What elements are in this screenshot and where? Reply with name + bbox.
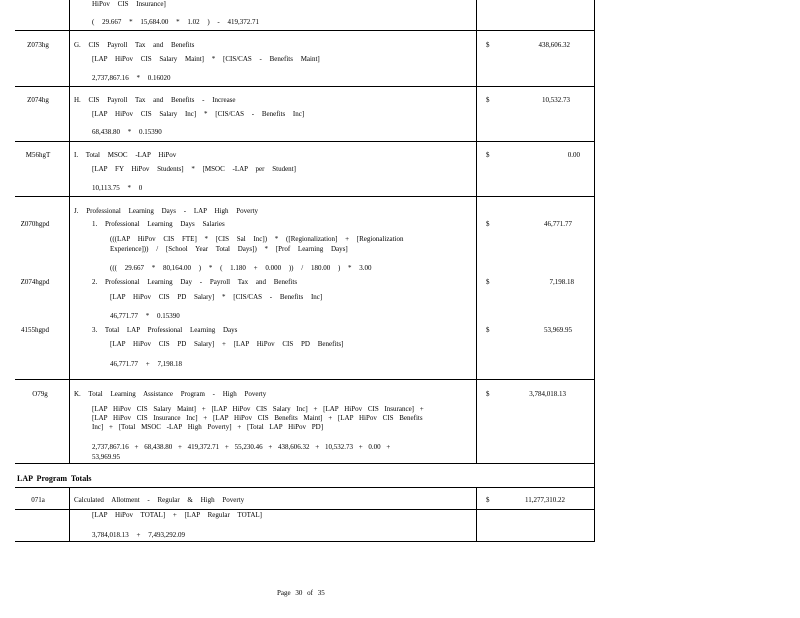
- table-right-border: [594, 0, 595, 541]
- row-title: I. Total MSOC -LAP HiPov: [74, 151, 177, 159]
- subrow-formula: (((LAP HiPov CIS FTE] * [CIS Sal Inc]) * ([Regionalization] + [Regionalization: [110, 235, 404, 243]
- row-title: H. CIS Payroll Tax and Benefits - Increase: [74, 96, 236, 104]
- row-code: 4155hgpd: [21, 326, 49, 334]
- row-title: J. Professional Learning Days - LAP High Poverty: [74, 207, 259, 215]
- subrow-formula: Experience])) / [School Year Total Days]) * [Prof Learning Days]: [110, 245, 348, 253]
- dollar-sign: $: [486, 390, 490, 398]
- page-number: Page 30 of 35: [277, 589, 325, 597]
- rule: [15, 487, 595, 488]
- rule: [15, 379, 595, 380]
- row-values: 53,969.95: [92, 453, 120, 461]
- subrow-formula: [LAP HiPov CIS PD Salary] * [CIS/CAS - Benefits Inc]: [110, 293, 323, 301]
- row-code: Z073hg: [27, 41, 49, 49]
- row-amount: 53,969.95: [544, 326, 572, 334]
- rule: [15, 541, 595, 542]
- row-formula: [LAP HiPov CIS Salary Maint] * [CIS/CAS - Benefits Maint]: [92, 55, 320, 63]
- continued-formula: HiPov CIS Insurance]: [92, 0, 166, 8]
- row-formula: [LAP HiPov CIS Salary Inc] * [CIS/CAS - Benefits Inc]: [92, 110, 305, 118]
- subrow-title: 1. Professional Learning Days Salaries: [92, 220, 225, 228]
- row-formula: [LAP HiPov TOTAL] + [LAP Regular TOTAL]: [92, 511, 263, 519]
- rule: [15, 141, 595, 142]
- row-values: 2,737,867.16 + 68,438.80 + 419,372.71 + 55,230.46 + 438,606.32 + 10,532.73 + 0.00 +: [92, 443, 391, 451]
- row-values: 10,113.75 * 0: [92, 184, 143, 192]
- row-code: M56hgT: [25, 151, 51, 159]
- dollar-sign: $: [486, 41, 490, 49]
- subrow-title: 2. Professional Learning Day - Payroll Tax and Benefits: [92, 278, 298, 286]
- dollar-sign: $: [486, 326, 490, 334]
- row-code: 071a: [31, 496, 45, 504]
- subrow-title: 3. Total LAP Professional Learning Days: [92, 326, 238, 334]
- dollar-sign: $: [486, 151, 490, 159]
- subrow-values: 46,771.77 * 0.15390: [110, 312, 180, 320]
- row-amount: 438,606.32: [538, 41, 570, 49]
- rule: [15, 86, 595, 87]
- row-code: O79g: [32, 390, 48, 398]
- row-title: Calculated Allotment - Regular & High Poverty: [74, 496, 245, 504]
- rule: [15, 463, 595, 464]
- dollar-sign: $: [486, 496, 490, 504]
- column-divider: [476, 0, 477, 463]
- row-title: G. CIS Payroll Tax and Benefits: [74, 41, 195, 49]
- subrow-values: 46,771.77 + 7,198.18: [110, 360, 182, 368]
- row-formula: [LAP HiPov CIS Salary Maint] + [LAP HiPov CIS Salary Inc] + [LAP HiPov CIS Insurance] +: [92, 405, 424, 413]
- continued-values: ( 29.667 * 15,684.00 * 1.02 ) - 419,372.71: [92, 18, 259, 26]
- rule: [15, 30, 595, 31]
- dollar-sign: $: [486, 96, 490, 104]
- row-values: 3,784,018.13 + 7,493,292.09: [92, 531, 185, 539]
- row-amount: 3,784,018.13: [529, 390, 566, 398]
- row-values: 68,438.80 * 0.15390: [92, 128, 162, 136]
- subrow-formula: [LAP HiPov CIS PD Salary] + [LAP HiPov CIS PD Benefits]: [110, 340, 344, 348]
- row-amount: 10,532.73: [542, 96, 570, 104]
- rule: [15, 509, 595, 510]
- dollar-sign: $: [486, 278, 490, 286]
- row-formula: Inc] + [Total MSOC -LAP High Poverty] + [Total LAP HiPov PD]: [92, 423, 324, 431]
- row-code: Z074hg: [27, 96, 49, 104]
- row-code: Z074hgpd: [20, 278, 50, 286]
- column-divider: [69, 0, 70, 463]
- row-values: 2,737,867.16 * 0.16020: [92, 74, 171, 82]
- row-amount: 0.00: [567, 151, 580, 159]
- row-amount: 7,198.18: [549, 278, 574, 286]
- row-title: K. Total Learning Assistance Program - High Poverty: [74, 390, 267, 398]
- column-divider: [69, 487, 70, 541]
- column-divider: [476, 487, 477, 541]
- dollar-sign: $: [486, 220, 490, 228]
- subrow-values: ((( 29.667 * 80,164.00 ) * ( 1.180 + 0.000 )) / 180.00 ) * 3.00: [110, 264, 372, 272]
- row-amount: 11,277,310.22: [525, 496, 565, 504]
- row-amount: 46,771.77: [544, 220, 572, 228]
- section-heading: LAP Program Totals: [17, 474, 92, 483]
- row-code: Z070hgpd: [20, 220, 50, 228]
- row-formula: [LAP FY HiPov Students] * [MSOC -LAP per Student]: [92, 165, 296, 173]
- rule: [15, 196, 595, 197]
- row-formula: [LAP HiPov CIS Insurance Inc] + [LAP HiPov CIS Benefits Maint] + [LAP HiPov CIS Benefits: [92, 414, 423, 422]
